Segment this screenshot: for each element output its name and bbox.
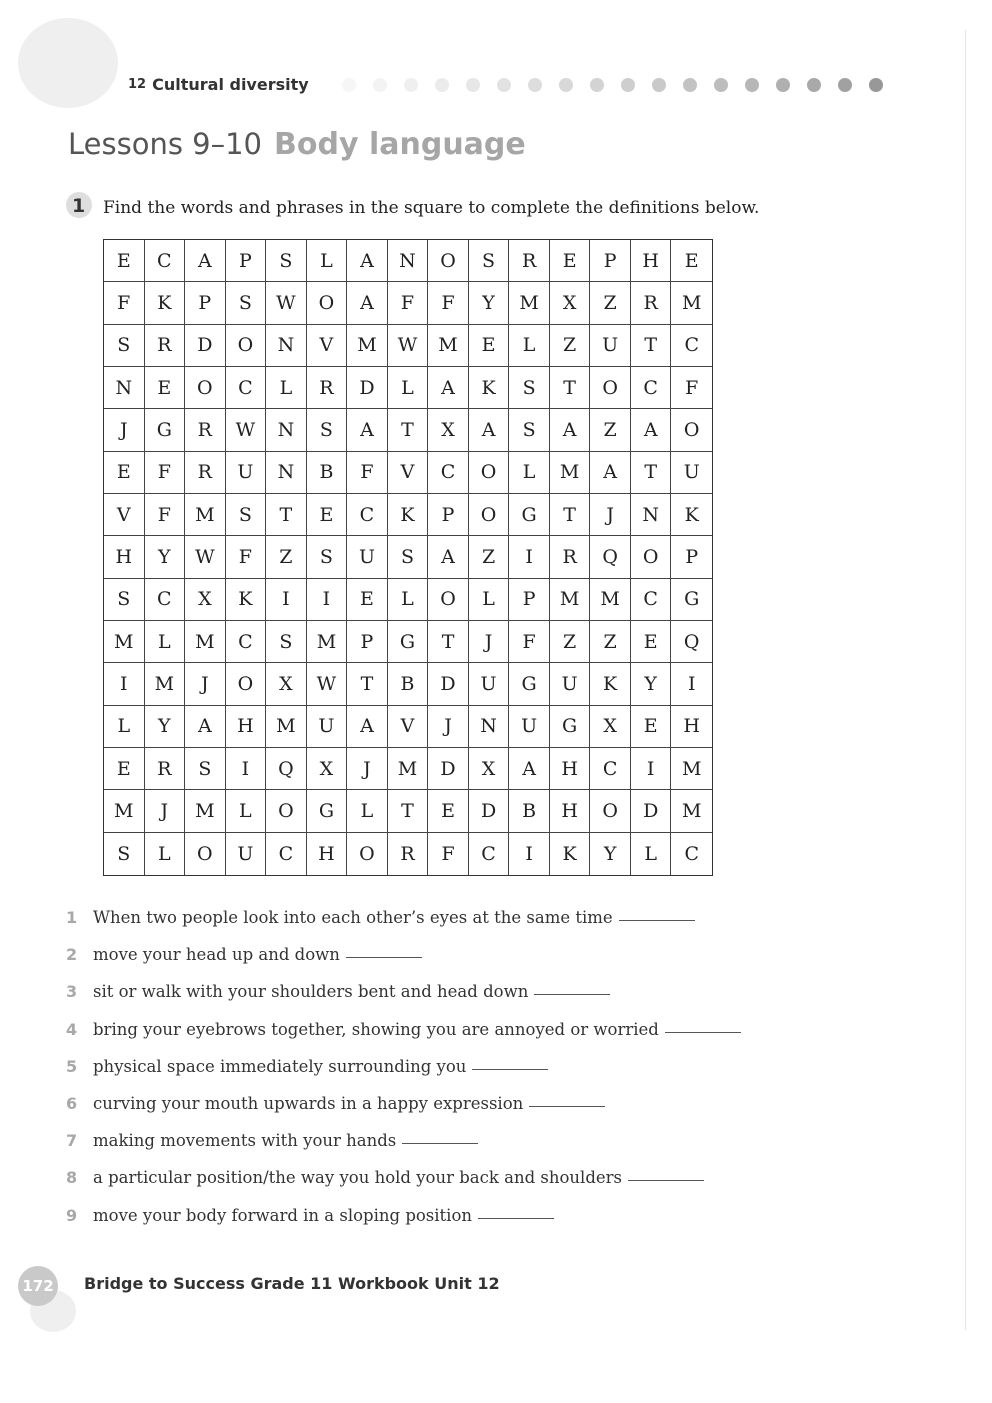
grid-cell: M: [347, 325, 388, 367]
grid-cell: M: [550, 579, 591, 621]
grid-cell: O: [307, 282, 348, 324]
grid-cell: H: [550, 748, 591, 790]
grid-cell: J: [104, 409, 145, 451]
grid-cell: I: [509, 833, 550, 875]
grid-cell: K: [145, 282, 186, 324]
grid-cell: U: [347, 536, 388, 578]
answer-blank[interactable]: [534, 994, 610, 995]
grid-cell: H: [104, 536, 145, 578]
grid-cell: G: [671, 579, 712, 621]
grid-cell: L: [307, 240, 348, 282]
grid-cell: G: [509, 494, 550, 536]
grid-cell: H: [631, 240, 672, 282]
grid-cell: G: [550, 706, 591, 748]
header-dot: [590, 78, 604, 92]
grid-cell: A: [347, 240, 388, 282]
grid-cell: O: [590, 790, 631, 832]
grid-cell: G: [388, 621, 429, 663]
definition-number: 7: [66, 1131, 78, 1151]
grid-cell: P: [185, 282, 226, 324]
header-dot: [404, 78, 418, 92]
grid-cell: S: [104, 325, 145, 367]
grid-cell: N: [388, 240, 429, 282]
grid-cell: T: [550, 367, 591, 409]
grid-cell: Q: [671, 621, 712, 663]
grid-cell: I: [509, 536, 550, 578]
grid-cell: O: [185, 833, 226, 875]
header-dot: [528, 78, 542, 92]
answer-blank[interactable]: [402, 1143, 478, 1144]
grid-cell: O: [590, 367, 631, 409]
grid-cell: E: [347, 579, 388, 621]
grid-cell: M: [185, 621, 226, 663]
grid-cell: U: [226, 452, 267, 494]
grid-cell: P: [226, 240, 267, 282]
grid-cell: S: [509, 409, 550, 451]
grid-cell: I: [671, 663, 712, 705]
grid-cell: U: [226, 833, 267, 875]
grid-cell: M: [104, 790, 145, 832]
grid-cell: S: [104, 833, 145, 875]
grid-cell: R: [550, 536, 591, 578]
grid-cell: F: [509, 621, 550, 663]
exercise-number: 1: [72, 195, 86, 217]
page-edge-rule: [965, 30, 966, 1330]
grid-cell: I: [104, 663, 145, 705]
grid-cell: F: [145, 452, 186, 494]
grid-cell: L: [104, 706, 145, 748]
grid-cell: P: [347, 621, 388, 663]
grid-cell: Y: [145, 706, 186, 748]
grid-cell: L: [388, 367, 429, 409]
grid-cell: M: [671, 282, 712, 324]
grid-cell: F: [104, 282, 145, 324]
definition-item: [66, 945, 826, 982]
definition-item: [66, 1020, 826, 1057]
grid-cell: N: [266, 409, 307, 451]
header-dot: [776, 78, 790, 92]
grid-cell: L: [509, 452, 550, 494]
grid-cell: M: [671, 790, 712, 832]
grid-cell: O: [185, 367, 226, 409]
grid-cell: Z: [590, 282, 631, 324]
grid-cell: R: [145, 325, 186, 367]
grid-cell: M: [145, 663, 186, 705]
grid-cell: K: [590, 663, 631, 705]
grid-cell: T: [388, 790, 429, 832]
definition-item: [66, 1094, 826, 1131]
definition-number: 6: [66, 1093, 78, 1113]
definition-number: 4: [66, 1019, 78, 1039]
grid-cell: G: [509, 663, 550, 705]
definition-text: physical space immediately surrounding you: [93, 1056, 467, 1076]
grid-cell: X: [428, 409, 469, 451]
exercise-instruction: Find the words and phrases in the square to complete the definitions below.: [103, 198, 760, 218]
grid-cell: D: [469, 790, 510, 832]
grid-cell: R: [509, 240, 550, 282]
header-dot: [559, 78, 573, 92]
grid-cell: A: [509, 748, 550, 790]
header-dot: [652, 78, 666, 92]
grid-cell: V: [388, 452, 429, 494]
definition-number: 1: [66, 908, 78, 927]
grid-cell: W: [226, 409, 267, 451]
grid-cell: R: [631, 282, 672, 324]
grid-cell: A: [347, 706, 388, 748]
grid-cell: R: [307, 367, 348, 409]
grid-cell: E: [104, 452, 145, 494]
grid-cell: S: [509, 367, 550, 409]
grid-cell: M: [590, 579, 631, 621]
grid-cell: V: [307, 325, 348, 367]
grid-cell: O: [469, 494, 510, 536]
grid-cell: U: [550, 663, 591, 705]
grid-cell: T: [428, 621, 469, 663]
grid-cell: C: [428, 452, 469, 494]
grid-cell: O: [266, 790, 307, 832]
grid-cell: X: [266, 663, 307, 705]
grid-cell: U: [469, 663, 510, 705]
grid-cell: C: [347, 494, 388, 536]
grid-cell: I: [226, 748, 267, 790]
grid-cell: U: [509, 706, 550, 748]
definition-item: [66, 982, 826, 1019]
definition-text: curving your mouth upwards in a happy expression: [93, 1093, 524, 1113]
answer-blank[interactable]: [529, 1106, 605, 1107]
lesson-prefix: Lessons 9–10: [68, 127, 263, 161]
grid-cell: C: [226, 621, 267, 663]
unit-title: Cultural diversity: [152, 74, 309, 94]
grid-cell: S: [388, 536, 429, 578]
grid-cell: F: [388, 282, 429, 324]
header-dot: [373, 78, 387, 92]
grid-cell: I: [631, 748, 672, 790]
answer-blank[interactable]: [472, 1069, 548, 1070]
grid-cell: B: [388, 663, 429, 705]
grid-cell: G: [145, 409, 186, 451]
definition-text: making movements with your hands: [93, 1131, 397, 1151]
grid-cell: Y: [590, 833, 631, 875]
grid-cell: X: [307, 748, 348, 790]
grid-cell: M: [185, 790, 226, 832]
grid-cell: D: [631, 790, 672, 832]
grid-cell: C: [671, 325, 712, 367]
grid-cell: S: [266, 240, 307, 282]
word-search-grid: [103, 239, 713, 876]
grid-cell: M: [104, 621, 145, 663]
grid-cell: K: [226, 579, 267, 621]
grid-cell: T: [388, 409, 429, 451]
grid-cell: O: [428, 240, 469, 282]
grid-cell: I: [307, 579, 348, 621]
answer-blank[interactable]: [665, 1032, 741, 1033]
grid-cell: N: [631, 494, 672, 536]
grid-cell: O: [428, 579, 469, 621]
grid-cell: C: [590, 748, 631, 790]
grid-cell: E: [104, 748, 145, 790]
definition-text: move your body forward in a sloping position: [93, 1205, 473, 1225]
grid-cell: D: [428, 663, 469, 705]
grid-cell: N: [469, 706, 510, 748]
grid-cell: D: [185, 325, 226, 367]
grid-cell: A: [185, 240, 226, 282]
grid-cell: F: [428, 282, 469, 324]
grid-cell: S: [307, 536, 348, 578]
grid-cell: E: [469, 325, 510, 367]
grid-cell: G: [307, 790, 348, 832]
answer-blank[interactable]: [619, 920, 695, 921]
header-dot: [683, 78, 697, 92]
definition-number: 2: [66, 945, 78, 965]
grid-cell: Q: [266, 748, 307, 790]
grid-cell: T: [631, 452, 672, 494]
grid-cell: T: [347, 663, 388, 705]
answer-blank[interactable]: [478, 1218, 554, 1219]
grid-cell: M: [550, 452, 591, 494]
header-dot: [435, 78, 449, 92]
definition-number: 8: [66, 1168, 78, 1188]
definition-number: 5: [66, 1056, 78, 1076]
grid-cell: X: [550, 282, 591, 324]
grid-cell: F: [428, 833, 469, 875]
grid-cell: Y: [631, 663, 672, 705]
grid-cell: E: [631, 621, 672, 663]
grid-cell: I: [266, 579, 307, 621]
lesson-title: [68, 127, 526, 162]
grid-cell: C: [145, 240, 186, 282]
header-dot: [714, 78, 728, 92]
grid-cell: H: [550, 790, 591, 832]
definition-number: 9: [66, 1205, 78, 1225]
grid-cell: T: [550, 494, 591, 536]
header-dot: [807, 78, 821, 92]
definition-item: [66, 1206, 826, 1243]
grid-cell: E: [145, 367, 186, 409]
grid-cell: M: [266, 706, 307, 748]
grid-cell: X: [185, 579, 226, 621]
grid-cell: M: [185, 494, 226, 536]
answer-blank[interactable]: [628, 1180, 704, 1181]
grid-cell: A: [347, 282, 388, 324]
grid-cell: Z: [590, 621, 631, 663]
grid-cell: F: [671, 367, 712, 409]
grid-cell: B: [509, 790, 550, 832]
grid-cell: F: [226, 536, 267, 578]
grid-cell: W: [185, 536, 226, 578]
grid-cell: C: [631, 579, 672, 621]
grid-cell: E: [550, 240, 591, 282]
grid-cell: N: [104, 367, 145, 409]
grid-cell: A: [347, 409, 388, 451]
grid-cell: T: [266, 494, 307, 536]
grid-cell: V: [388, 706, 429, 748]
definition-text: sit or walk with your shoulders bent and head down: [93, 982, 529, 1002]
grid-cell: S: [266, 621, 307, 663]
grid-cell: A: [631, 409, 672, 451]
grid-cell: M: [509, 282, 550, 324]
header-dot: [466, 78, 480, 92]
grid-cell: S: [469, 240, 510, 282]
grid-cell: L: [631, 833, 672, 875]
header-dot: [745, 78, 759, 92]
grid-cell: N: [266, 452, 307, 494]
grid-cell: S: [185, 748, 226, 790]
grid-cell: H: [307, 833, 348, 875]
corner-decoration: [18, 18, 118, 108]
grid-cell: J: [145, 790, 186, 832]
grid-cell: R: [145, 748, 186, 790]
grid-cell: L: [469, 579, 510, 621]
grid-cell: Z: [550, 621, 591, 663]
grid-cell: M: [428, 325, 469, 367]
grid-cell: M: [388, 748, 429, 790]
grid-cell: S: [307, 409, 348, 451]
grid-cell: Q: [590, 536, 631, 578]
grid-cell: R: [388, 833, 429, 875]
grid-cell: J: [590, 494, 631, 536]
grid-cell: L: [145, 833, 186, 875]
definition-item: [66, 908, 826, 945]
grid-cell: L: [388, 579, 429, 621]
grid-cell: S: [226, 494, 267, 536]
grid-cell: Y: [145, 536, 186, 578]
grid-cell: H: [671, 706, 712, 748]
grid-cell: M: [307, 621, 348, 663]
grid-cell: Z: [590, 409, 631, 451]
grid-cell: F: [145, 494, 186, 536]
grid-cell: C: [226, 367, 267, 409]
header-dot: [497, 78, 511, 92]
definition-item: [66, 1057, 826, 1094]
grid-cell: Y: [469, 282, 510, 324]
grid-cell: L: [509, 325, 550, 367]
grid-cell: A: [428, 367, 469, 409]
grid-cell: D: [428, 748, 469, 790]
grid-cell: O: [631, 536, 672, 578]
grid-cell: L: [347, 790, 388, 832]
grid-cell: C: [266, 833, 307, 875]
grid-cell: Z: [550, 325, 591, 367]
grid-cell: U: [590, 325, 631, 367]
grid-cell: A: [590, 452, 631, 494]
grid-cell: Z: [266, 536, 307, 578]
grid-cell: T: [631, 325, 672, 367]
grid-cell: O: [469, 452, 510, 494]
grid-cell: L: [266, 367, 307, 409]
grid-cell: R: [185, 452, 226, 494]
grid-cell: H: [226, 706, 267, 748]
grid-cell: U: [307, 706, 348, 748]
grid-cell: C: [145, 579, 186, 621]
grid-cell: E: [104, 240, 145, 282]
grid-cell: C: [469, 833, 510, 875]
grid-cell: O: [226, 325, 267, 367]
grid-cell: P: [671, 536, 712, 578]
grid-cell: A: [469, 409, 510, 451]
unit-number: 12: [128, 76, 147, 92]
grid-cell: J: [185, 663, 226, 705]
grid-cell: W: [307, 663, 348, 705]
grid-cell: X: [469, 748, 510, 790]
grid-cell: L: [145, 621, 186, 663]
grid-cell: S: [226, 282, 267, 324]
grid-cell: M: [671, 748, 712, 790]
grid-cell: O: [226, 663, 267, 705]
grid-cell: E: [671, 240, 712, 282]
unit-header: [128, 70, 309, 98]
definition-text: a particular position/the way you hold your back and shoulders: [93, 1168, 623, 1188]
grid-cell: U: [671, 452, 712, 494]
grid-cell: O: [347, 833, 388, 875]
grid-cell: J: [428, 706, 469, 748]
answer-blank[interactable]: [346, 957, 422, 958]
grid-cell: W: [266, 282, 307, 324]
grid-cell: P: [590, 240, 631, 282]
grid-cell: K: [671, 494, 712, 536]
grid-cell: A: [185, 706, 226, 748]
grid-cell: E: [307, 494, 348, 536]
grid-cell: F: [347, 452, 388, 494]
grid-cell: E: [631, 706, 672, 748]
grid-cell: Z: [469, 536, 510, 578]
page-number-badge: 172: [18, 1266, 58, 1306]
grid-cell: A: [428, 536, 469, 578]
grid-cell: O: [671, 409, 712, 451]
grid-cell: K: [388, 494, 429, 536]
grid-cell: P: [428, 494, 469, 536]
grid-cell: S: [104, 579, 145, 621]
header-dot: [621, 78, 635, 92]
definitions-list: [66, 908, 826, 1243]
grid-cell: P: [509, 579, 550, 621]
header-dot: [838, 78, 852, 92]
grid-cell: C: [684, 842, 699, 865]
definition-item: [66, 1131, 826, 1168]
lesson-name: Body language: [274, 127, 526, 162]
grid-cell: J: [469, 621, 510, 663]
grid-cell: C: [631, 367, 672, 409]
grid-cell: R: [185, 409, 226, 451]
grid-cell: K: [469, 367, 510, 409]
grid-cell: V: [104, 494, 145, 536]
grid-cell: N: [266, 325, 307, 367]
grid-cell: J: [347, 748, 388, 790]
definition-text: When two people look into each other’s eyes at the same time: [93, 908, 613, 927]
definition-text: move your head up and down: [93, 945, 340, 965]
definition-number: 3: [66, 982, 78, 1002]
definition-item: [66, 1168, 826, 1205]
book-title: Bridge to Success Grade 11 Workbook Unit 12: [84, 1274, 500, 1293]
grid-cell: K: [550, 833, 591, 875]
grid-cell: B: [307, 452, 348, 494]
grid-cell: W: [388, 325, 429, 367]
header-dot: [342, 78, 356, 92]
definition-text: bring your eyebrows together, showing you are annoyed or worried: [93, 1019, 659, 1039]
grid-cell: L: [226, 790, 267, 832]
grid-cell: X: [590, 706, 631, 748]
grid-cell: A: [550, 409, 591, 451]
grid-cell: E: [428, 790, 469, 832]
grid-cell: D: [347, 367, 388, 409]
header-dot: [869, 78, 883, 92]
